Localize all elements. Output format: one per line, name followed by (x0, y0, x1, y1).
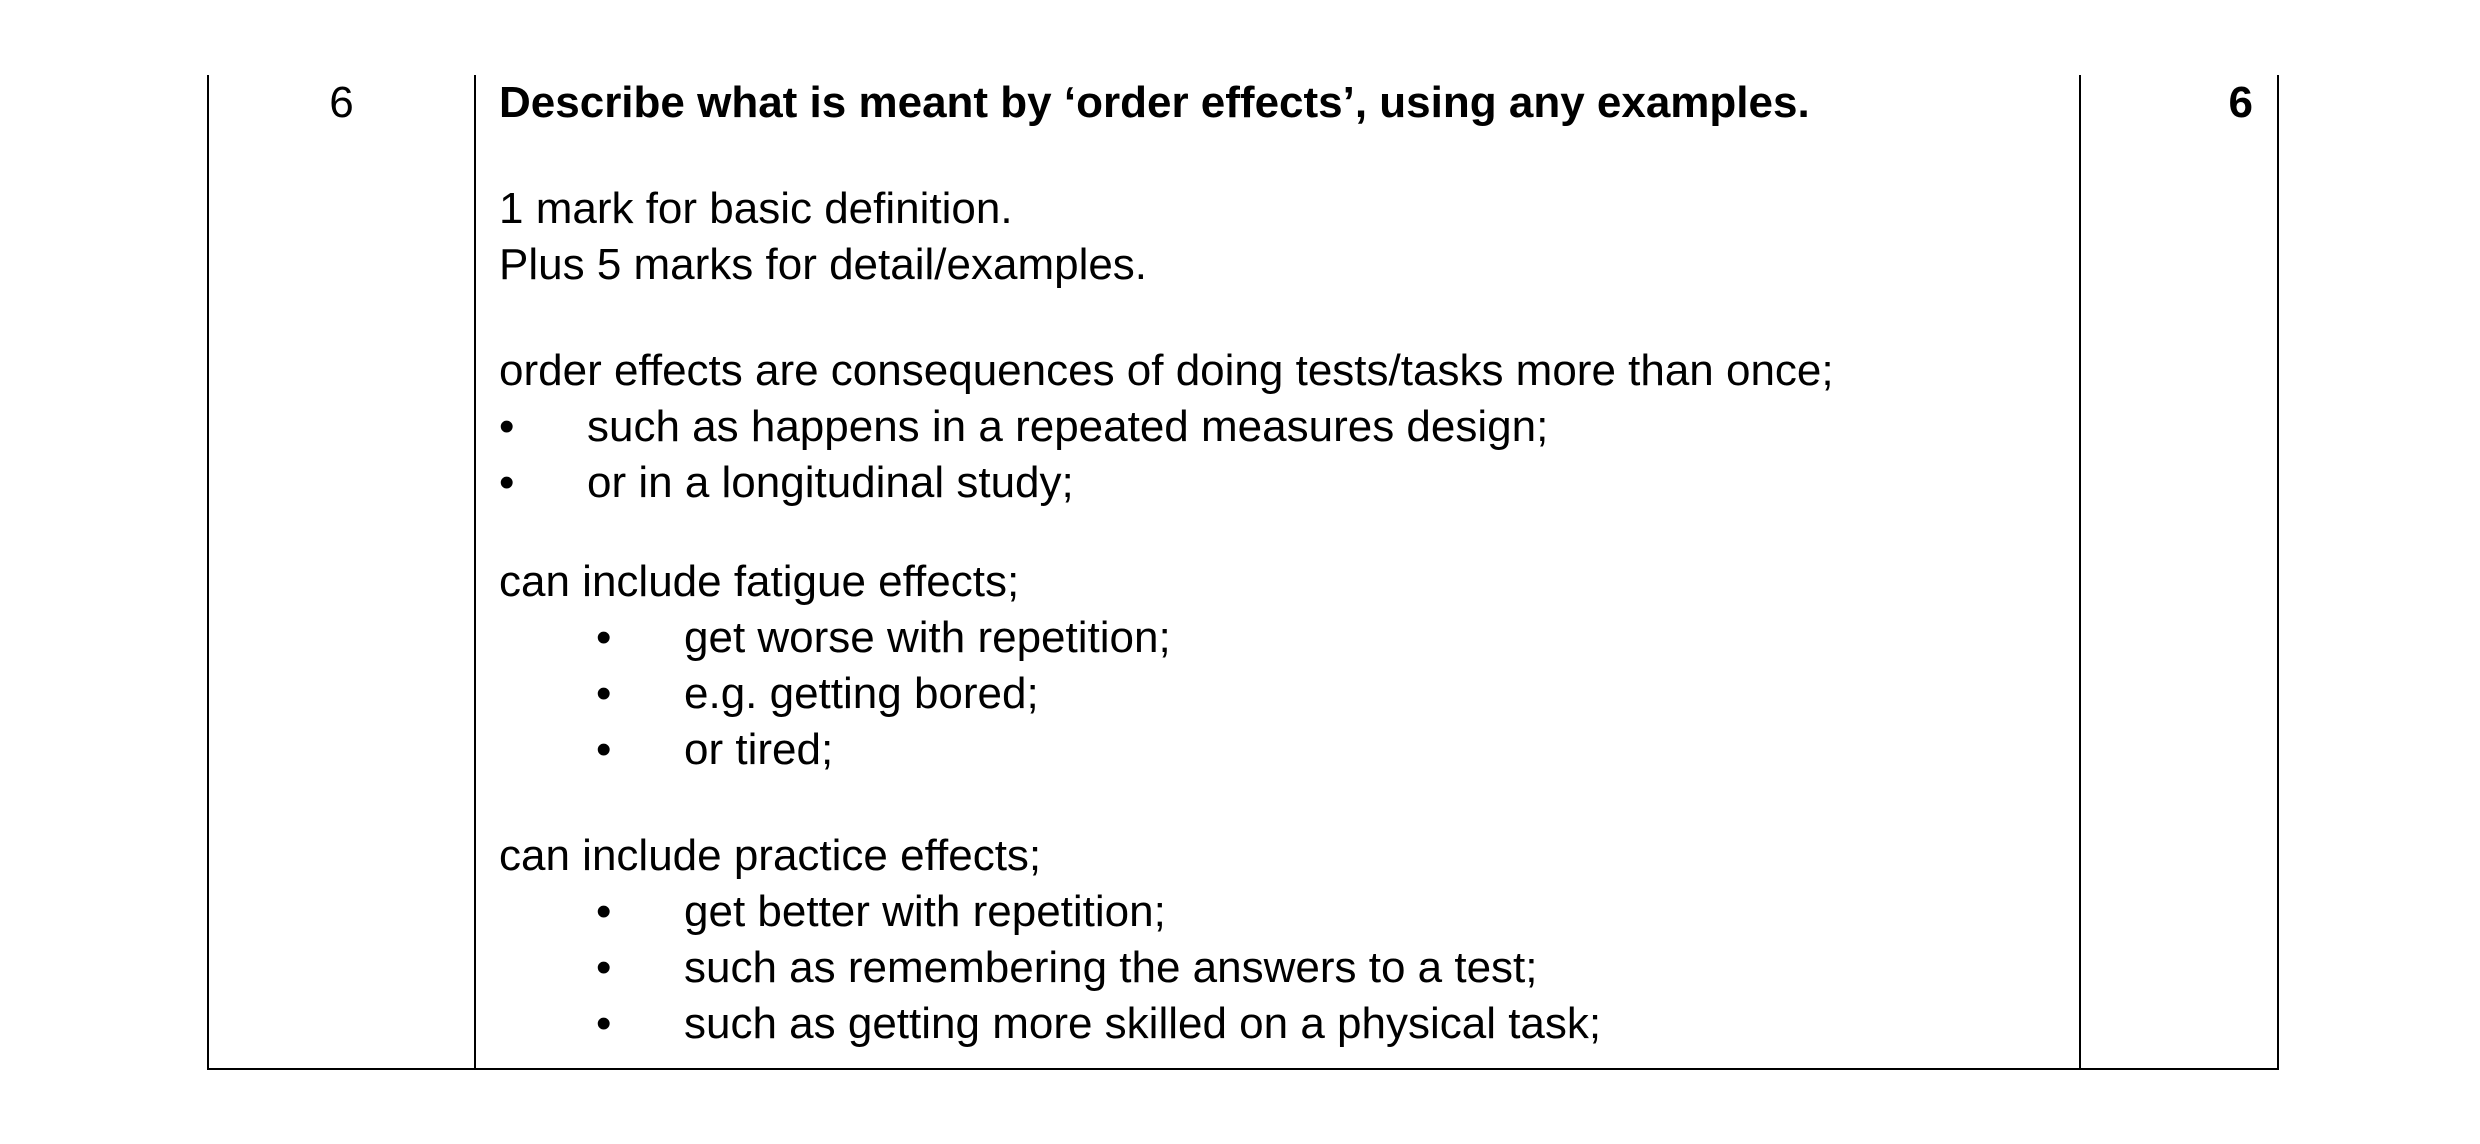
list-item-text: such as getting more skilled on a physical task; (684, 999, 1602, 1048)
practice-text: can include practice effects; (499, 831, 1042, 880)
list-item-text: such as happens in a repeated measures design; (587, 402, 1549, 451)
mark-scheme-line: 1 mark for basic definition. (499, 184, 1013, 233)
list-item (499, 884, 2059, 940)
list-item-text: or in a longitudinal study; (587, 458, 1074, 507)
list-item (499, 940, 2059, 996)
bullet-icon: • (596, 669, 612, 718)
list-item-text: such as remembering the answers to a test; (684, 943, 1538, 992)
mark-scheme-table (207, 75, 2279, 1070)
list-item-text: e.g. getting bored; (684, 669, 1039, 718)
list-item (499, 455, 2059, 511)
list-item (499, 399, 2059, 455)
bullet-icon: • (499, 458, 515, 507)
mark-scheme-line: Plus 5 marks for detail/examples. (499, 240, 1148, 289)
answer-cell (499, 75, 2059, 1052)
list-item-text: or tired; (684, 725, 834, 774)
question-text: Describe what is meant by ‘order effects’, using any examples. (499, 78, 1810, 127)
list-item (499, 996, 2059, 1052)
list-item (499, 610, 2059, 666)
bullet-icon: • (596, 613, 612, 662)
question-number: 6 (329, 78, 354, 127)
fatigue-text: can include fatigue effects; (499, 557, 1020, 606)
bullet-icon: • (596, 725, 612, 774)
bullet-icon: • (596, 943, 612, 992)
column-divider (2079, 75, 2081, 1068)
list-item-text: get worse with repetition; (684, 613, 1171, 662)
bullet-icon: • (499, 402, 515, 451)
definition-text: order effects are consequences of doing tests/tasks more than once; (499, 346, 1834, 395)
marks-value: 6 (2228, 78, 2253, 127)
column-divider (474, 75, 476, 1068)
list-item-text: get better with repetition; (684, 887, 1166, 936)
bullet-icon: • (596, 887, 612, 936)
list-item (499, 666, 2059, 722)
bullet-icon: • (596, 999, 612, 1048)
list-item (499, 722, 2059, 778)
